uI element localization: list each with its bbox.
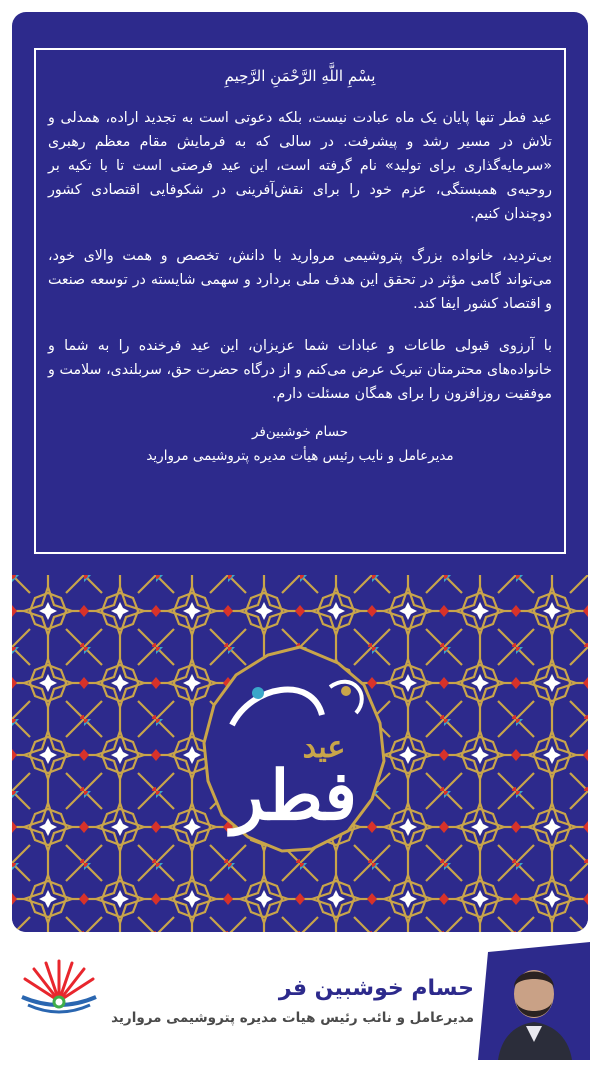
portrait-photo: [478, 942, 590, 1060]
islamic-pattern: [12, 575, 588, 932]
signature-title: مدیرعامل و نایب رئیس هیأت مدیره پتروشیمی مروارید: [146, 448, 454, 464]
emblem-word-small: عید: [302, 730, 346, 765]
signature-name: حسام خوشبین‌فر: [251, 424, 349, 440]
letter-paragraph-2: بی‌تردید، خانواده بزرگ پتروشیمی مروارید با دانش، تخصص و همت والای خود، می‌تواند گامی مؤثر در تحقق این هدف ملی بردارد و سهمی شایسته در توسعه صنعت و اقتصاد کشور ایفا کند.: [48, 248, 552, 312]
company-logo: [18, 955, 100, 1017]
letter-body: [48, 62, 552, 468]
letter-paragraph-1: عید فطر تنها پایان یک ماه عبادت نیست، بلکه دعوتی است به تجدید اراده، همدلی و تلاش در مسیر رشد و پیشرفت. در سالی که به فرمایش مقام معظم رهبری «سرمایه‌گذاری برای تولید» نام گرفته است، این عید فرصتی است تا با تکیه بر روحیه‌ی همبستگی، عزم خود را برای نقش‌آفرینی در شکوفایی اقتصادی کشور دوچندان کنیم.: [48, 110, 552, 222]
basmala: بِسْمِ اللَّهِ الرَّحْمَنِ الرَّحِيمِ: [224, 67, 376, 85]
letter-paragraph-3: با آرزوی قبولی طاعات و عبادات شما عزیزان، این عید فرخنده را به شما و خانواده‌های محترمتان تبریک عرض می‌کنم و از درگاه حضرت حق، سربلندی، سلامت و موفقیت روزافزون را برای همگان مسئلت دارم.: [48, 338, 552, 402]
greeting-card: [12, 12, 588, 932]
footer-title: مدیرعامل و نائب رئیس هیات مدیره پتروشیمی مروارید: [111, 1010, 474, 1026]
emblem-word-large: فطر: [231, 756, 357, 836]
footer-name: حسام خوشبین فر: [278, 976, 474, 1001]
